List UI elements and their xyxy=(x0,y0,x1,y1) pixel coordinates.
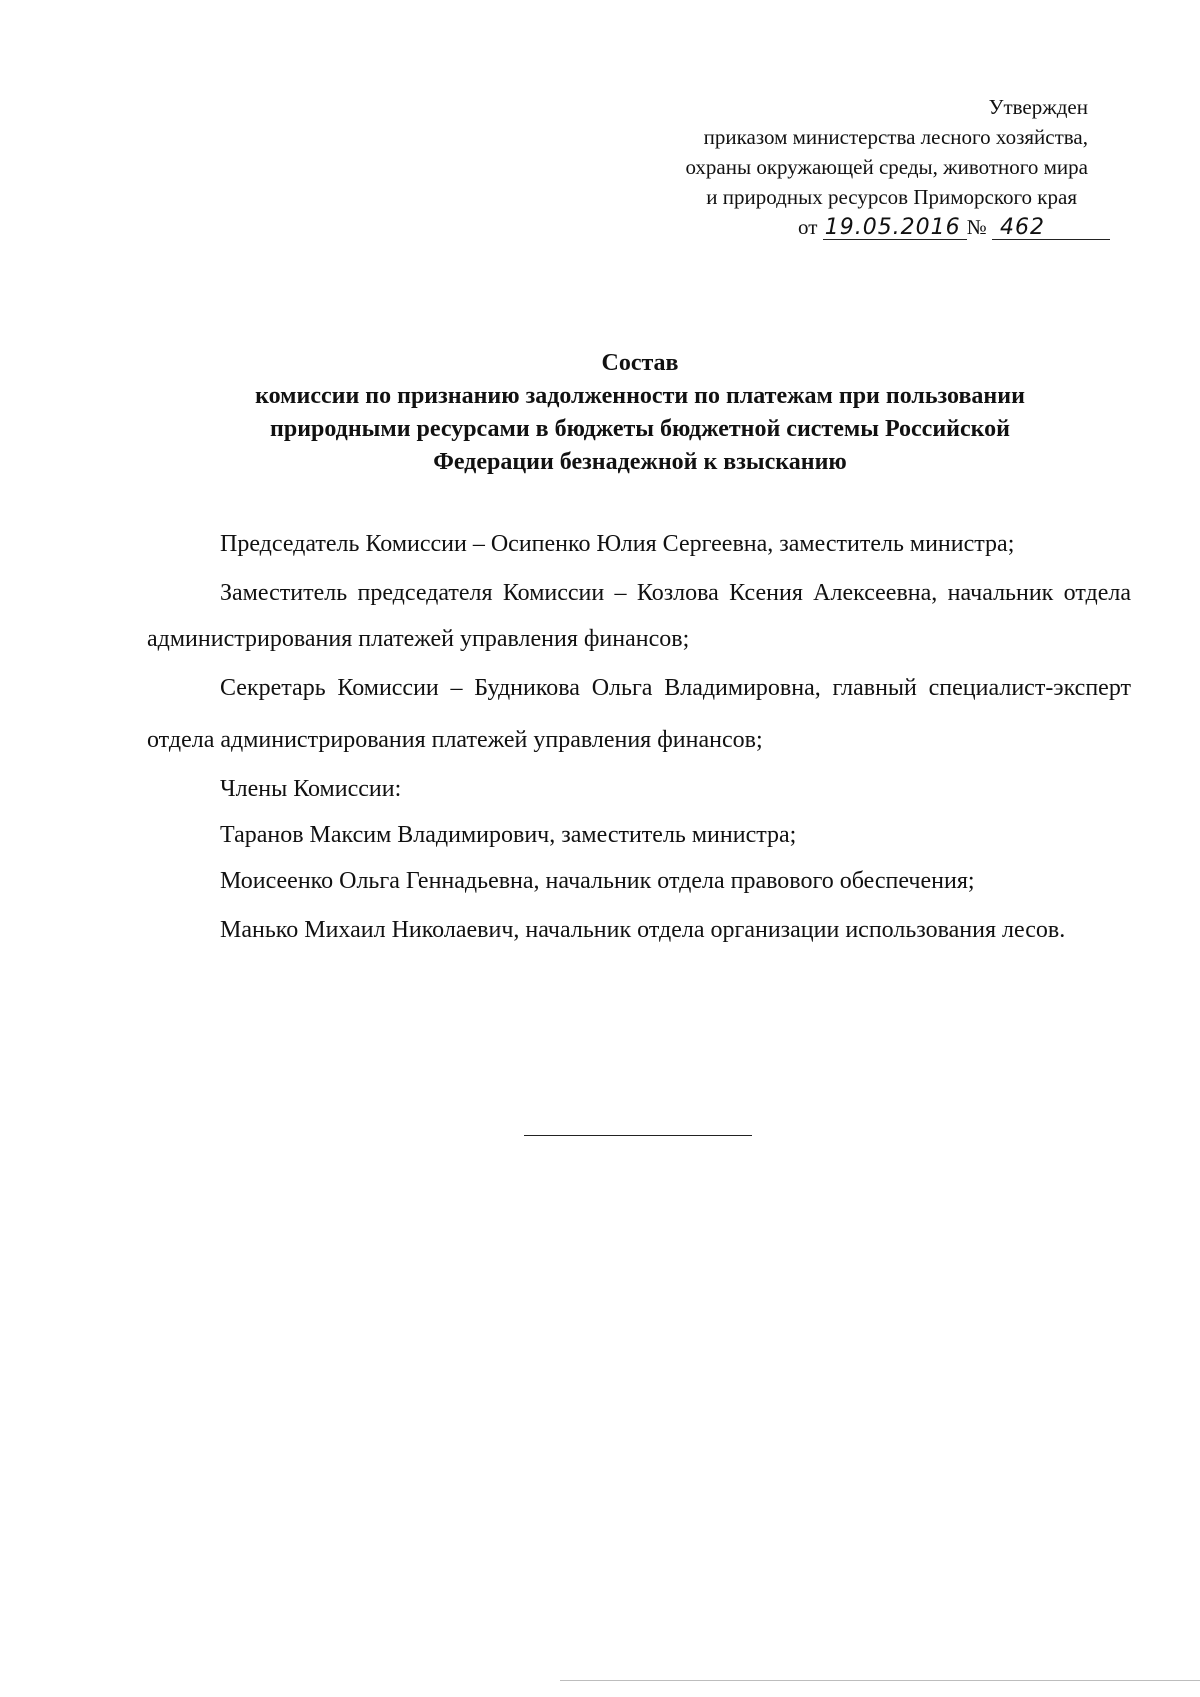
approval-line-3: охраны окружающей среды, животного мира xyxy=(685,155,1088,179)
title-heading: Состав xyxy=(601,350,679,376)
order-date-handwritten: 19.05.2016 xyxy=(823,217,967,240)
order-number-prefix: № xyxy=(966,215,987,239)
document-title xyxy=(150,347,1130,479)
vice-chairman-paragraph: Заместитель председателя Комиссии – Козлова Ксения Алексеевна, начальник отдела администрирования платежей управления финансов; xyxy=(147,580,1131,652)
secretary-paragraph: Секретарь Комиссии – Будникова Ольга Владимировна, главный специалист-эксперт отдела администрирования платежей управления финансов; xyxy=(147,675,1131,753)
end-separator-line xyxy=(524,1135,752,1136)
title-subtitle-line-1: комиссии по признанию задолженности по платежам при пользовании xyxy=(255,383,1025,409)
members-heading: Члены Комиссии: xyxy=(220,776,402,802)
approval-stamp-block xyxy=(685,92,1110,242)
order-date-prefix: от xyxy=(798,215,818,239)
member-paragraph-3: Манько Михаил Николаевич, начальник отдела организации использования лесов. xyxy=(220,917,1066,943)
order-number-handwritten: 462 xyxy=(992,217,1110,240)
title-subtitle-line-3: Федерации безнадежной к взысканию xyxy=(433,449,847,475)
title-subtitle-line-2: природными ресурсами в бюджеты бюджетной системы Российской xyxy=(270,416,1010,442)
approval-line-4: и природных ресурсов Приморского края xyxy=(706,185,1077,209)
scan-edge-line xyxy=(560,1680,1200,1681)
chairman-paragraph: Председатель Комиссии – Осипенко Юлия Сергеевна, заместитель министра; xyxy=(220,531,1015,557)
member-paragraph-2: Моисеенко Ольга Геннадьевна, начальник отдела правового обеспечения; xyxy=(220,868,975,894)
approval-line-2: приказом министерства лесного хозяйства, xyxy=(703,125,1088,149)
order-date-number-line xyxy=(685,212,1110,242)
commission-members-list xyxy=(147,518,1131,956)
member-paragraph-1: Таранов Максим Владимирович, заместитель министра; xyxy=(220,822,797,848)
approval-line-1: Утвержден xyxy=(988,95,1088,119)
